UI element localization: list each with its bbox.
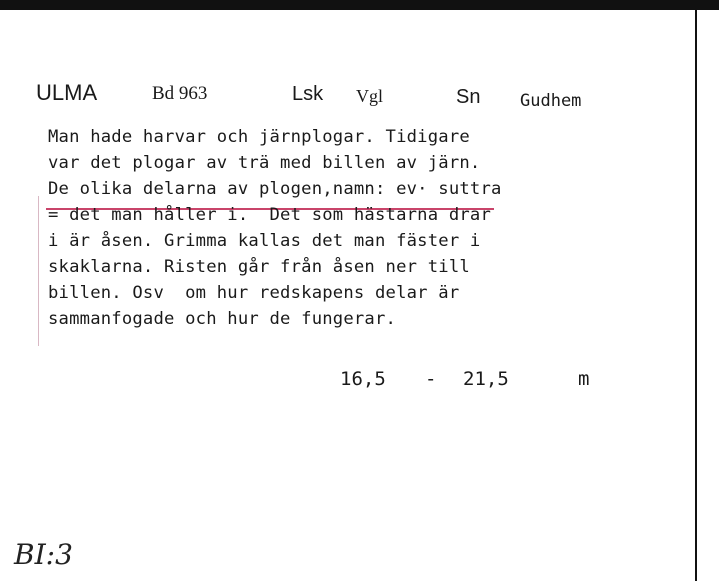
province-label: Lsk — [292, 83, 324, 105]
text-line: var det plogar av trä med billen av järn. — [48, 153, 481, 173]
province-value: Vgl — [356, 86, 383, 106]
text-line: Man hade harvar och järnplogar. Tidigare — [48, 127, 470, 147]
margin-mark — [38, 196, 39, 346]
measure-unit: m — [578, 368, 590, 390]
text-line: = det man håller i. Det som hästarna drar — [48, 205, 492, 225]
text-line: i är åsen. Grimma kallas det man fäster i — [48, 231, 481, 251]
top-edge — [0, 0, 719, 10]
text-line: sammanfogade och hur de fungerar. — [48, 309, 397, 329]
measure-to: 21,5 — [463, 368, 509, 390]
parish-value: Gudhem — [520, 91, 582, 111]
text-line: De olika delarna av plogen,namn: ev· suttra — [48, 179, 502, 199]
text-line: skaklarna. Risten går från åsen ner till — [48, 257, 470, 277]
measure-dash: - — [425, 368, 437, 390]
archive-code: ULMA — [36, 80, 98, 105]
parish-label: Sn — [456, 86, 481, 108]
handwritten-note: BI:3 — [14, 538, 73, 571]
card-right-border — [695, 10, 697, 581]
volume-number: Bd 963 — [152, 83, 208, 104]
measure-from: 16,5 — [340, 368, 386, 390]
card-text — [48, 124, 638, 332]
text-line: billen. Osv om hur redskapens delar är — [48, 283, 460, 303]
